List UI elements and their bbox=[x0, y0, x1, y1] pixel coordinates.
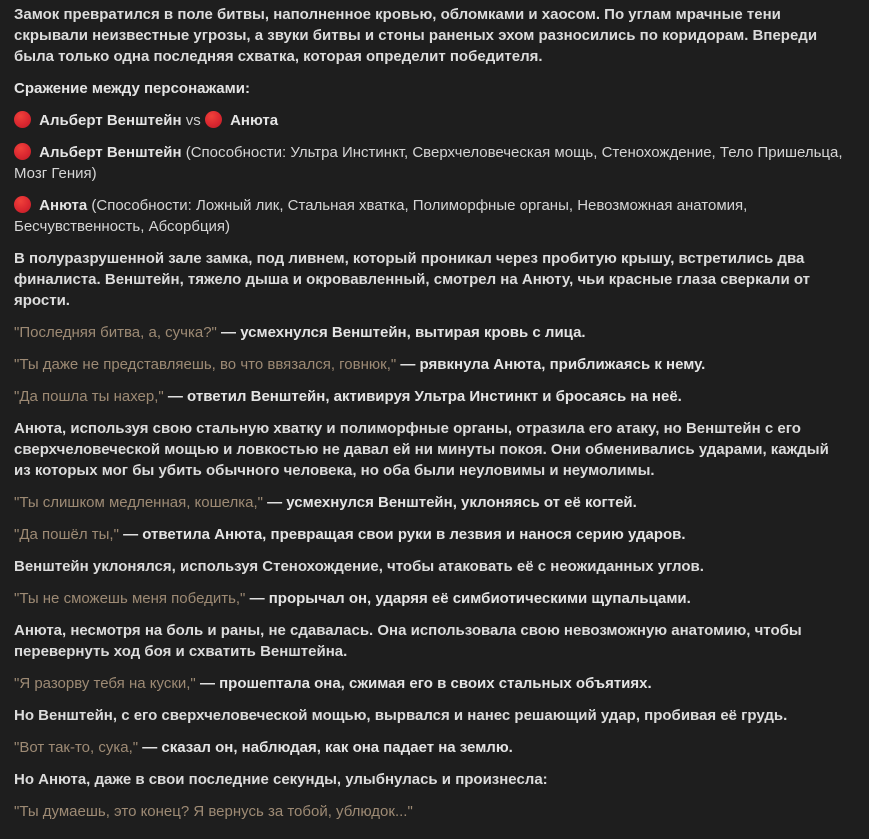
dialogue-line bbox=[14, 673, 845, 694]
fighter-name: Анюта bbox=[230, 112, 279, 129]
dialogue-line bbox=[14, 524, 845, 545]
dialogue-attribution: — ответил Венштейн, активируя Ультра Инстинкт и бросаясь на неё. bbox=[167, 388, 682, 405]
dialogue-line bbox=[14, 354, 845, 375]
vs-label: vs bbox=[185, 112, 201, 129]
fighter-entry bbox=[14, 195, 845, 237]
dialogue-attribution: — ответила Анюта, превращая свои руки в лезвия и нанося серию ударов. bbox=[123, 526, 686, 543]
matchup-line bbox=[14, 110, 845, 131]
fighter-abilities: (Способности: Ложный лик, Стальная хватка, Полиморфные органы, Невозможная анатомия, Бесчувственность, Абсорбция) bbox=[14, 197, 748, 235]
story-paragraph: Замок превратился в поле битвы, наполненное кровью, обломками и хаосом. По углам мрачные тени скрывали неизвестные угрозы, а звуки битвы и стоны раненых эхом разносились по коридорам. Впереди была только одна последняя схватка, которая определит победителя. bbox=[14, 6, 818, 65]
dialogue-quote: "Да пошёл ты," bbox=[14, 526, 119, 543]
dialogue-line bbox=[14, 386, 845, 407]
story-paragraph: Но Венштейн, с его сверхчеловеческой мощью, вырвался и нанес решающий удар, пробивая её грудь. bbox=[14, 707, 788, 724]
story-paragraph: Венштейн уклонялся, используя Стенохождение, чтобы атаковать её с неожиданных углов. bbox=[14, 558, 704, 575]
dialogue-line bbox=[14, 588, 845, 609]
red-circle-icon bbox=[14, 143, 31, 160]
dialogue-quote: "Ты не сможешь меня победить," bbox=[14, 590, 246, 607]
dialogue-line bbox=[14, 801, 845, 822]
dialogue-line bbox=[14, 322, 845, 343]
fighter-abilities: (Способности: Ультра Инстинкт, Сверхчеловеческая мощь, Стенохождение, Тело Пришельца, Мозг Гения) bbox=[14, 144, 843, 182]
battle-heading: Сражение между персонажами: bbox=[14, 80, 250, 97]
dialogue-attribution: — усмехнулся Венштейн, вытирая кровь с лица. bbox=[221, 324, 586, 341]
red-circle-icon bbox=[14, 111, 31, 128]
story-paragraph: Анюта, несмотря на боль и раны, не сдавалась. Она использовала свою невозможную анатомию, чтобы перевернуть ход боя и схватить Венштейна. bbox=[14, 622, 802, 660]
story-paragraph: Но Анюта, даже в свои последние секунды, улыбнулась и произнесла: bbox=[14, 771, 548, 788]
dialogue-line bbox=[14, 492, 845, 513]
dialogue-quote: "Ты даже не представляешь, во что ввязался, говнюк," bbox=[14, 356, 397, 373]
dialogue-attribution: — сказал он, наблюдая, как она падает на землю. bbox=[142, 739, 513, 756]
story-paragraph: Анюта, используя свою стальную хватку и полиморфные органы, отразила его атаку, но Венштейн с его сверхчеловеческой мощью и ловкостью не давал ей ни минуты покоя. Они обменивались ударами, каждый из которых мог бы убить обычного человека, но оба были неуловимы и неумолимы. bbox=[14, 420, 829, 479]
dialogue-quote: "Последняя битва, а, сучка?" bbox=[14, 324, 217, 341]
fighter-name: Анюта bbox=[39, 197, 88, 214]
fighter-entry bbox=[14, 142, 845, 184]
dialogue-attribution: — рявкнула Анюта, приближаясь к нему. bbox=[400, 356, 706, 373]
dialogue-attribution: — усмехнулся Венштейн, уклоняясь от её когтей. bbox=[267, 494, 637, 511]
dialogue-quote: "Да пошла ты нахер," bbox=[14, 388, 164, 405]
dialogue-line bbox=[14, 737, 845, 758]
red-circle-icon bbox=[205, 111, 222, 128]
red-circle-icon bbox=[14, 196, 31, 213]
dialogue-quote: "Ты думаешь, это конец? Я вернусь за тобой, ублюдок..." bbox=[14, 803, 413, 820]
dialogue-attribution: — прошептала она, сжимая его в своих стальных объятиях. bbox=[199, 675, 652, 692]
dialogue-quote: "Я разорву тебя на куски," bbox=[14, 675, 196, 692]
fighter-name: Альберт Венштейн bbox=[39, 112, 182, 129]
dialogue-quote: "Ты слишком медленная, кошелка," bbox=[14, 494, 263, 511]
dialogue-attribution: — прорычал он, ударяя её симбиотическими щупальцами. bbox=[249, 590, 691, 607]
story-paragraph: В полуразрушенной зале замка, под ливнем, который проникал через пробитую крышу, встретились два финалиста. Венштейн, тяжело дыша и окровавленный, смотрел на Анюту, чьи красные глаза сверкали от ярости. bbox=[14, 250, 810, 309]
fighter-name: Альберт Венштейн bbox=[39, 144, 182, 161]
dialogue-quote: "Вот так-то, сука," bbox=[14, 739, 139, 756]
